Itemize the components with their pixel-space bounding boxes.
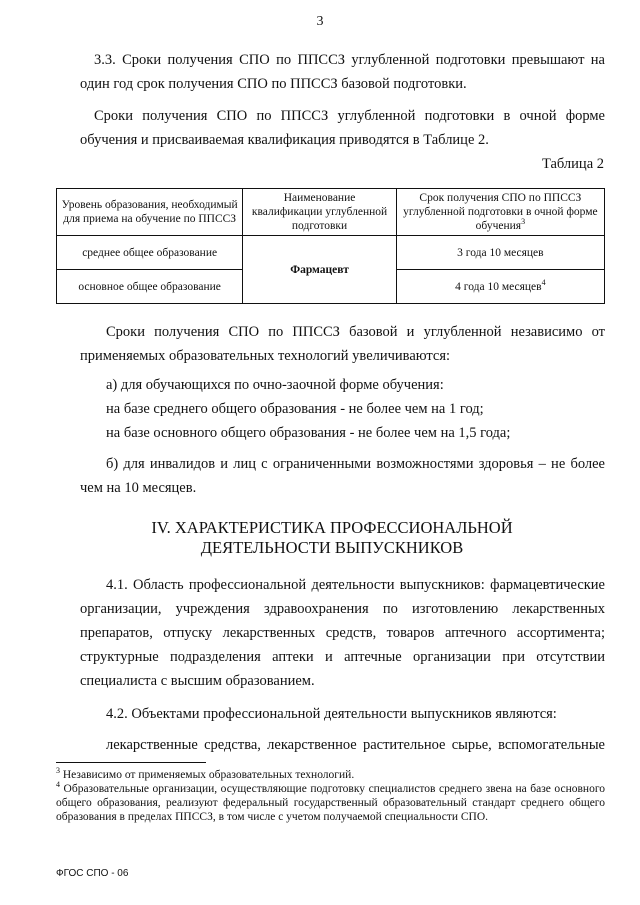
heading-line: ДЕЯТЕЛЬНОСТИ ВЫПУСКНИКОВ (200, 538, 464, 557)
footnote-text: Образовательные организации, осуществляющие подготовку специалистов среднего звена на базе основного общего образования, реализуют федеральный государственный образовательный стандарт среднего общего образования в пределах ППССЗ, в том числе с учетом получаемой специальности СПО. (56, 783, 605, 823)
paragraph-line: препаратов, отпуску лекарственных средств, товаров аптечного ассортимента; (80, 625, 605, 641)
paragraph-line: применяемых образовательных технологий увеличиваются: (80, 348, 451, 364)
paragraph-4-1 (80, 573, 605, 693)
paragraph-terms (80, 104, 605, 152)
cell-term (396, 270, 604, 304)
paragraph-3-3 (80, 48, 605, 96)
paragraph-line: организации, учреждения здравоохранения по изготовлению лекарственных (80, 601, 605, 617)
footnote-4 (56, 782, 605, 824)
footnote-text: Независимо от применяемых образовательных технологий. (62, 769, 355, 781)
heading-line: IV. ХАРАКТЕРИСТИКА ПРОФЕССИОНАЛЬНОЙ (151, 518, 513, 537)
item-a-1: на базе среднего общего образования - не более чем на 1 год; (106, 401, 484, 417)
footnote-mark: 4 (56, 780, 60, 790)
footnote-separator (56, 762, 206, 763)
footnote-3 (56, 768, 605, 782)
paragraph-line: чем на 10 месяцев. (80, 480, 197, 496)
footnote-mark: 4 (541, 277, 546, 287)
header-term (396, 189, 604, 236)
footnote-mark: 3 (521, 217, 526, 227)
paragraph-line: 3.3. Сроки получения СПО по ППССЗ углубленной подготовки превышают на (94, 52, 605, 68)
table-2 (56, 188, 605, 304)
item-a: а) для обучающихся по очно-заочной форме обучения: (106, 377, 444, 393)
paragraph-4-2: 4.2. Объектами профессиональной деятельности выпускников являются: (106, 706, 557, 722)
paragraph-increase (80, 320, 605, 368)
paragraph-objects (106, 733, 605, 757)
table-row (57, 236, 605, 270)
header-term-text: Срок получения СПО по ППССЗ углубленной подготовки в очной форме обучения (403, 192, 598, 232)
paragraph-line: один год срок получения СПО по ППССЗ базовой подготовки. (80, 76, 467, 92)
item-a-2: на базе основного общего образования - не более чем на 1,5 года; (106, 425, 511, 441)
table-caption: Таблица 2 (541, 156, 604, 172)
cell-level: среднее общее образование (57, 236, 243, 270)
page-number: 3 (316, 14, 324, 29)
paragraph-line: 4.1. Область профессиональной деятельности выпускников: фармацевтические (106, 577, 605, 593)
paragraph-line: б) для инвалидов и лиц с ограниченными возможностями здоровья – не более (106, 456, 605, 472)
section-heading (0, 518, 640, 558)
paragraph-line: структурные подразделения аптеки и аптечные организации при отсутствии (80, 649, 605, 665)
header-qualification: Наименование квалификации углубленной подготовки (243, 189, 396, 236)
cell-term-text: 4 года 10 месяцев (455, 280, 542, 293)
paragraph-line: Сроки получения СПО по ППССЗ базовой и углубленной независимо от (106, 324, 605, 340)
paragraph-line: Сроки получения СПО по ППССЗ углубленной подготовки в очной форме (94, 108, 605, 124)
cell-term: 3 года 10 месяцев (396, 236, 604, 270)
table-header-row (57, 189, 605, 236)
document-code: ФГОС СПО - 06 (56, 868, 129, 879)
header-education-level: Уровень образования, необходимый для приема на обучение по ППССЗ (57, 189, 243, 236)
cell-level: основное общее образование (57, 270, 243, 304)
paragraph-line: специалиста с высшим образованием. (80, 673, 315, 689)
cell-qualification: Фармацевт (243, 236, 396, 304)
paragraph-line: лекарственные средства, лекарственное растительное сырье, вспомогательные (106, 737, 605, 753)
footnote-mark: 3 (56, 766, 60, 776)
item-b (80, 452, 605, 500)
paragraph-line: обучения и присваиваемая квалификация приводятся в Таблице 2. (80, 132, 489, 148)
